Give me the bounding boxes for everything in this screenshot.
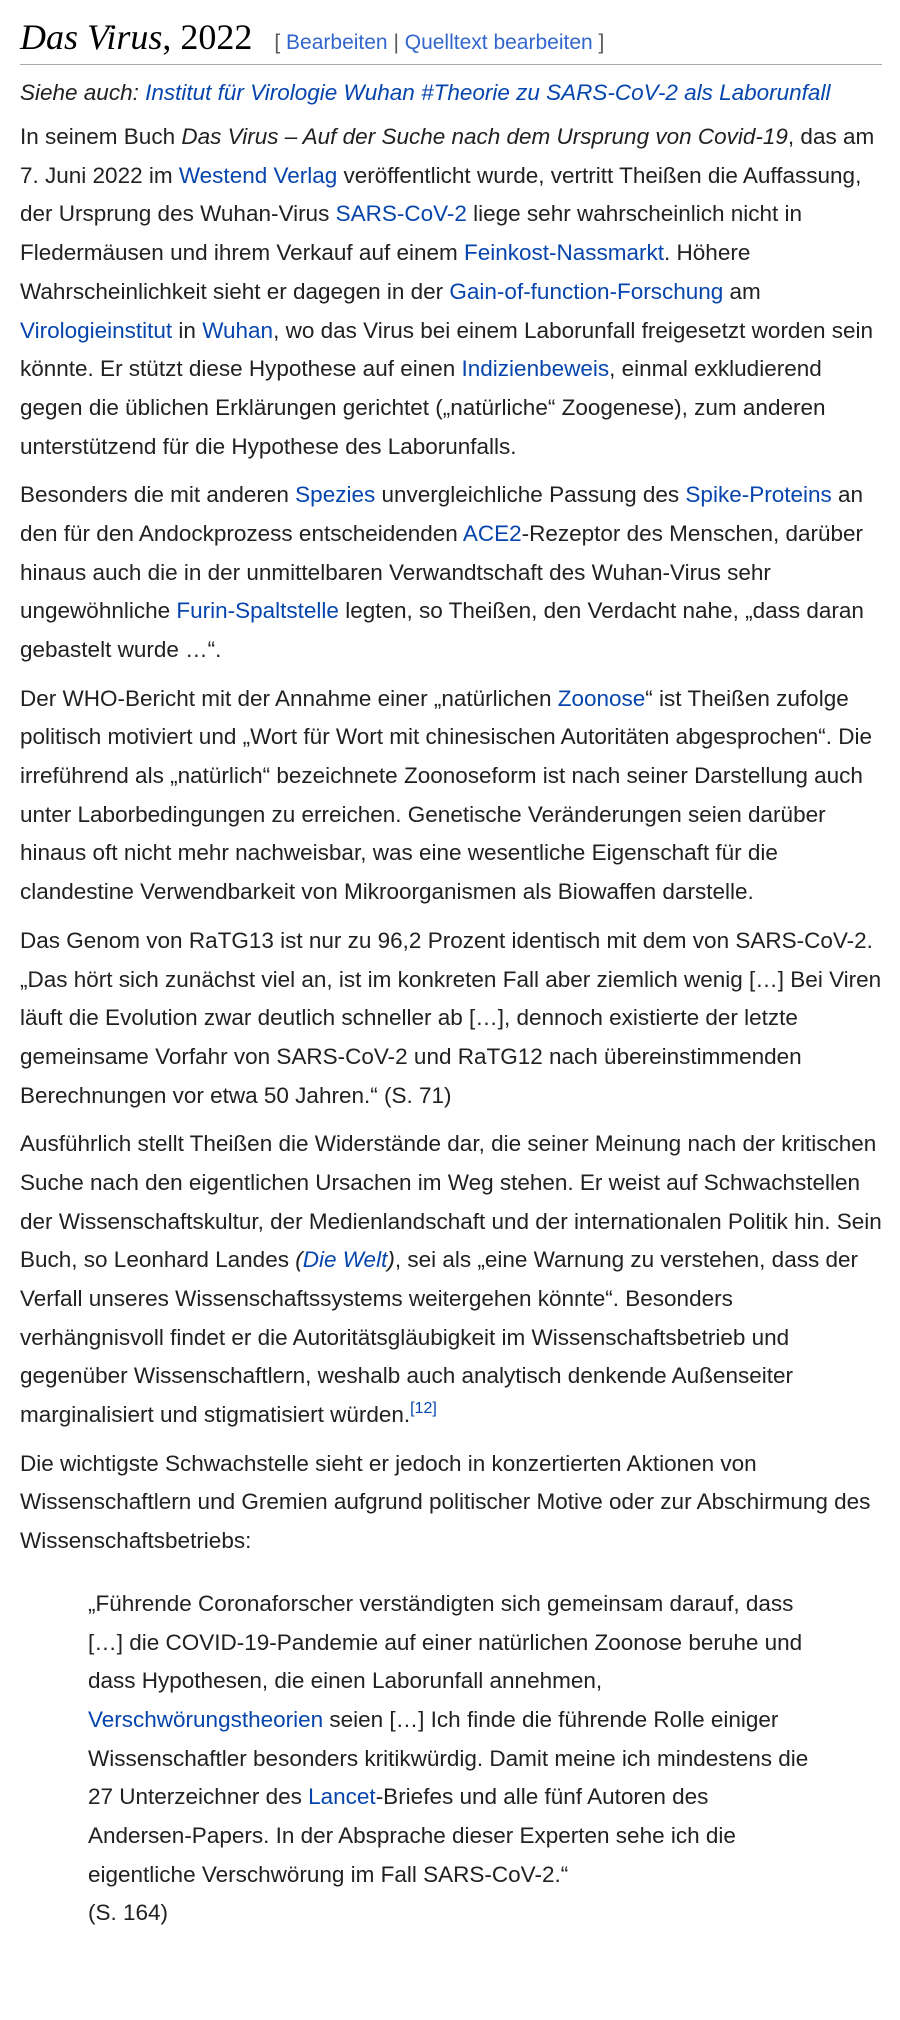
link-verschwoerungstheorien[interactable]: Verschwörungstheorien bbox=[88, 1706, 324, 1732]
edit-source-link[interactable]: Quelltext bearbeiten bbox=[404, 31, 593, 54]
text: seien […] Ich finde die führende Rolle einiger Wissenschaftler besonders kritikwürdig. Damit meine ich mindestens die 27 Unterzeichner des bbox=[88, 1706, 809, 1810]
paragraph-4: Das Genom von RaTG13 ist nur zu 96,2 Prozent identisch mit dem von SARS-CoV-2. „Das hört sich zunächst viel an, ist im konkreten Fall aber ziemlich wenig […] Bei Viren läuft die Evolution zwar deutlich schneller ab […], dennoch existierte der letzte gemeinsame Vorfahr von SARS-CoV-2 und RaTG12 nach übereinstimmenden Berechnungen vor etwa 50 Jahren.“ (S. 71) bbox=[20, 927, 882, 1108]
text: , sei als „eine Warnung zu verstehen, dass der Verfall unseres Wissenschaftssystems weitergehen könnte“. Besonders verhängnisvoll findet er die Autoritätsgläubigkeit im Wissenschaftsbetrieb und gegenüber Wissenschaftlern, weshalb auch analytisch denkende Außenseiter marginalisiert und stigmatisiert würden. bbox=[20, 1247, 858, 1428]
link-westend-verlag[interactable]: Westend Verlag bbox=[178, 162, 338, 188]
hatnote-prefix: Siehe auch: bbox=[20, 79, 146, 105]
link-die-welt[interactable]: Die Welt bbox=[302, 1247, 388, 1273]
paragraph-6: Die wichtigste Schwachstelle sieht er jedoch in konzertierten Aktionen von Wissenschaftlern und Gremien aufgrund politischer Motive oder zur Abschirmung des Wissenschaftsbetriebs: bbox=[20, 1450, 871, 1554]
edit-bracket-close: ] bbox=[592, 31, 605, 54]
text: „Führende Coronaforscher verständigten sich gemeinsam darauf, dass […] die COVID-19-Pandemie auf einer natürlichen Zoonose beruhe und dass Hypothesen, die einen Laborunfall annehmen, bbox=[88, 1590, 803, 1694]
paragraph-3 bbox=[20, 680, 882, 912]
link-lancet[interactable]: Lancet bbox=[308, 1784, 376, 1810]
section-title-italic: Das Virus bbox=[20, 17, 163, 57]
text: an den für den Andockprozess entscheidenden bbox=[20, 482, 864, 546]
text: ) bbox=[387, 1247, 395, 1273]
link-spezies[interactable]: Spezies bbox=[295, 482, 376, 508]
link-sars-cov-2[interactable]: SARS-CoV-2 bbox=[335, 201, 467, 227]
section-title bbox=[20, 18, 252, 58]
paragraph-1 bbox=[20, 118, 882, 466]
link-virologieinstitut[interactable]: Virologieinstitut bbox=[20, 317, 173, 343]
link-spike-proteins[interactable]: Spike-Proteins bbox=[685, 482, 832, 508]
book-title: Das Virus – Auf der Suche nach dem Ursprung von Covid-19 bbox=[181, 124, 788, 150]
hatnote-link[interactable]: Institut für Virologie Wuhan #Theorie zu SARS-CoV-2 als Laborunfall bbox=[145, 79, 831, 105]
text: . Höhere Wahrscheinlichkeit sieht er dagegen in der bbox=[20, 240, 751, 304]
reference-marker bbox=[410, 1400, 437, 1417]
edit-separator: | bbox=[387, 31, 405, 54]
text: Ausführlich stellt Theißen die Widerstände dar, die seiner Meinung nach der kritischen Suche nach den eigentlichen Ursachen im Weg stehen. Er weist auf Schwachstellen der Wissenschaftskultur, der Medienlandschaft und der internationalen Politik hin. Sein Buch, so Leonhard Landes bbox=[20, 1131, 882, 1273]
text: , das am 7. Juni 2022 im bbox=[20, 124, 875, 188]
quote-page-reference: (S. 164) bbox=[88, 1900, 169, 1926]
text: ( bbox=[295, 1247, 303, 1273]
text: Der WHO-Bericht mit der Annahme einer „natürlichen bbox=[20, 685, 558, 711]
link-gain-of-function[interactable]: Gain-of-function-Forschung bbox=[449, 278, 724, 304]
text: unvergleichliche Passung des bbox=[375, 482, 686, 508]
text: -Briefes und alle fünf Autoren des Andersen-Papers. In der Absprache dieser Experten sehe ich die eigentliche Verschwörung im Fall SARS-CoV-2.“ bbox=[88, 1784, 736, 1887]
reference-link-12[interactable]: [12] bbox=[410, 1400, 437, 1418]
edit-bracket-open: [ bbox=[274, 31, 287, 54]
text: -Rezeptor des Menschen, darüber hinaus auch die in der unmittelbaren Verwandtschaft des Wuhan-Virus sehr ungewöhnliche bbox=[20, 520, 864, 624]
link-wuhan[interactable]: Wuhan bbox=[202, 317, 274, 343]
link-furin-spaltstelle[interactable]: Furin-Spaltstelle bbox=[176, 598, 339, 624]
paragraph-2 bbox=[20, 476, 882, 669]
section-heading bbox=[20, 18, 882, 65]
text: Besonders die mit anderen bbox=[20, 482, 296, 508]
text: veröffentlicht wurde, vertritt Theißen die Auffassung, der Ursprung des Wuhan-Virus bbox=[20, 162, 862, 227]
text: , wo das Virus bei einem Laborunfall freigesetzt worden sein könnte. Er stützt diese Hypothese auf einen bbox=[20, 317, 873, 382]
text: , einmal exkludierend gegen die üblichen Erklärungen gerichtet („natürliche“ Zoogenese), zum anderen unterstützend für die Hypothese des Laborunfalls. bbox=[20, 356, 826, 459]
edit-section-links bbox=[274, 31, 604, 55]
text: legten, so Theißen, den Verdacht nahe, „dass daran gebastelt wurde …“. bbox=[20, 598, 864, 663]
link-ace2[interactable]: ACE2 bbox=[462, 520, 522, 546]
edit-link[interactable]: Bearbeiten bbox=[286, 31, 388, 54]
text: In seinem Buch bbox=[20, 124, 182, 150]
text: am bbox=[723, 278, 761, 304]
text: “ ist Theißen zufolge politisch motiviert und „Wort für Wort mit chinesischen Autoritäten abgesprochen“. Die irreführend als „natürlich“ bezeichnete Zoonoseform ist nach seiner Darstellung auch unter Laborbedingungen zu erreichen. Genetische Veränderungen seien darüber hinaus oft nicht mehr nachweisbar, was eine wesentliche Eigenschaft für die clandestine Verwendbarkeit von Mikroorganismen als Biowaffen darstelle. bbox=[20, 685, 873, 905]
text: liege sehr wahrscheinlich nicht in Fledermäusen und ihrem Verkauf auf einem bbox=[20, 201, 803, 266]
link-feinkost-nassmarkt[interactable]: Feinkost-Nassmarkt bbox=[464, 240, 665, 266]
block-quote bbox=[88, 1585, 812, 1933]
text: in bbox=[172, 317, 203, 343]
link-indizienbeweis[interactable]: Indizienbeweis bbox=[461, 356, 610, 382]
section-title-year: , 2022 bbox=[162, 17, 253, 57]
link-zoonose[interactable]: Zoonose bbox=[557, 685, 646, 711]
hatnote bbox=[20, 77, 882, 109]
paragraph-5 bbox=[20, 1125, 882, 1435]
